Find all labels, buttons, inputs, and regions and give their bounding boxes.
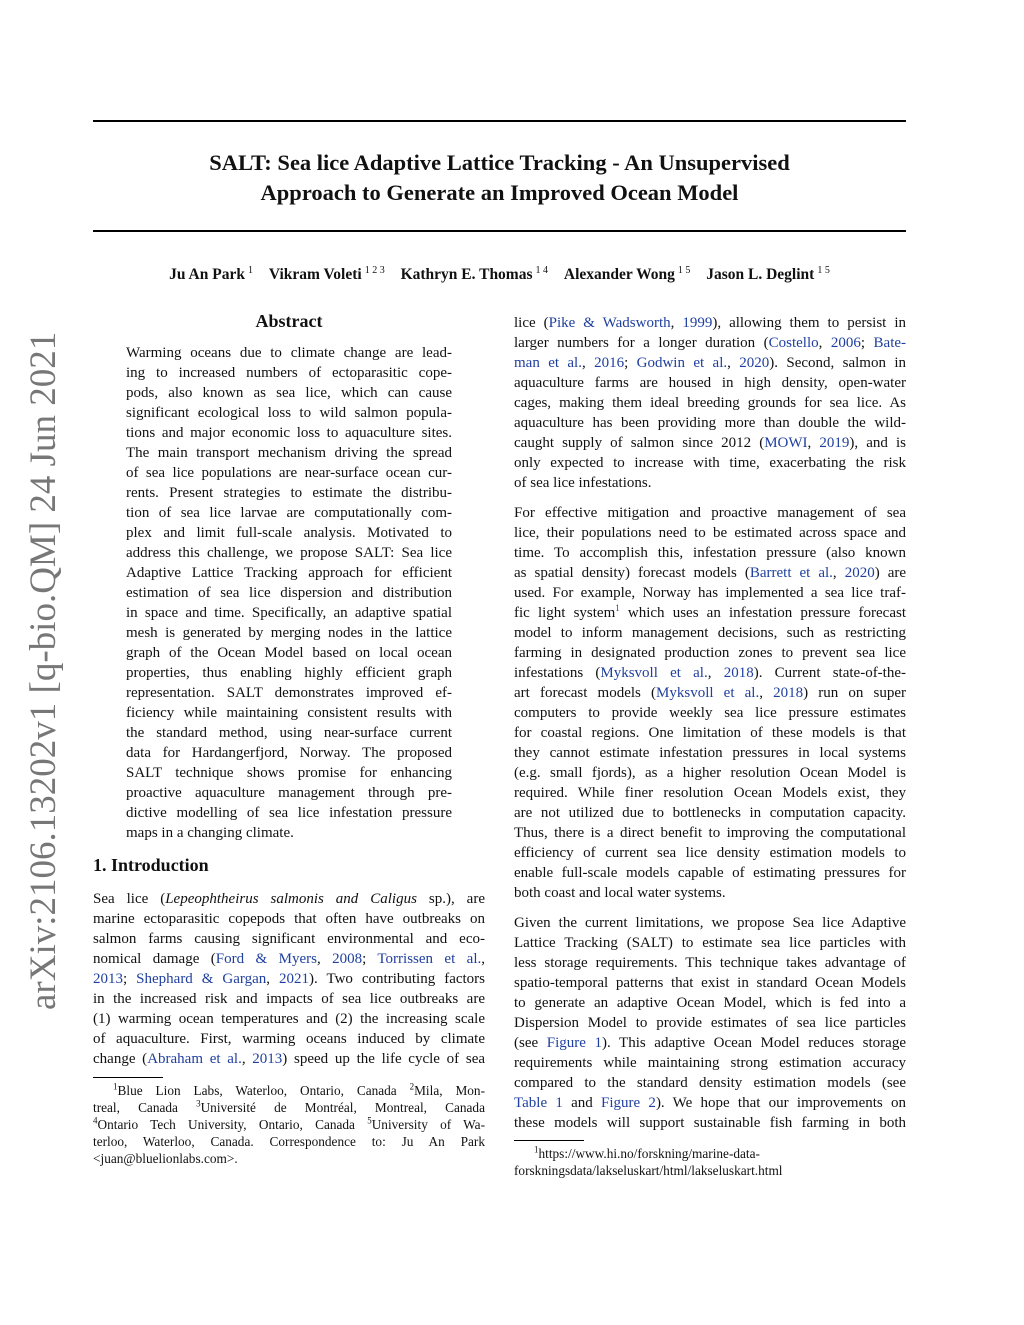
- title-top-rule: [93, 120, 906, 122]
- citation-link[interactable]: Costello: [768, 335, 819, 351]
- citation-link[interactable]: Torrissen et al.: [377, 951, 482, 967]
- abstract-line: tions and major economic loss to aquaculture sites.: [126, 425, 452, 441]
- author: Ju An Park $^1$: [169, 265, 253, 284]
- abstract-line: in space and time. Specifically, an adaptive spatial: [126, 605, 452, 621]
- citation-link[interactable]: Myksvoll et al.: [600, 665, 708, 681]
- footnote-link[interactable]: 1: [615, 603, 620, 613]
- citation-link[interactable]: 2021: [279, 971, 310, 987]
- table-link[interactable]: Table 1: [514, 1095, 563, 1111]
- figure-link[interactable]: Figure 2: [601, 1095, 656, 1111]
- intro-paragraph-1: Sea lice (Lepeophtheirus salmonis and Caligus sp.), are marine ectoparasitic copepods that often have outbreaks on salmon farms causing significant environmental and eco- nomical damage (Ford & Myers, 2008; Torrissen et al., 2013; Shephard & Gargan, 2021). Two contributing factors in the increased risk and impacts of sea lice outbreaks are (1) warming ocean temperatures and (2) the increasing scale of aquaculture. First, warming oceans induced by climate change (Abraham et al., 2013) speed up the life cycle of sea: [93, 891, 486, 1067]
- abstract-line: mesh is generated by merging nodes in the lattice: [126, 625, 452, 641]
- citation-link[interactable]: 2018: [773, 685, 804, 701]
- citation-link[interactable]: Myksvoll et al.: [656, 685, 760, 701]
- abstract-line: Adaptive Lattice Tracking approach for efficient: [126, 565, 452, 581]
- abstract-line: SALT technique shows promise for enhancing: [126, 765, 452, 781]
- right-paragraph-3: Given the current limitations, we propose Sea lice Adaptive Lattice Tracking (SALT) to estimate sea lice particles with less storage requirements. This technique takes advantage of spatio-temporal patterns that exist in standard Ocean Models to generate an adaptive Ocean Model, which is fed into a Dispersion Model to provide estimates of sea lice particles (see Figure 1). This adaptive Ocean Model reduces storage requirements while maintaining strong estimation accuracy compared to the standard density estimation models (see Table 1 and Figure 2). We hope that our improvements on these models will support sustainable fish farming in both: [514, 915, 906, 1131]
- right-paragraph-1: lice (Pike & Wadsworth, 1999), allowing them to persist in larger numbers for a longer duration (Costello, 2006; Bate- man et al., 2016; Godwin et al., 2020). Second, salmon in aquaculture farms are housed in high density, open-water cages, making them ideal breeding grounds for sea lice. As aquaculture has been providing more than double the wild- caught supply of salmon since 2012 (MOWI, 2019), and is only expected to increase with time, exacerbating the risk of sea lice infestations.: [514, 315, 907, 491]
- abstract-line: pods, also known as sea lice, which can cause: [126, 385, 452, 401]
- abstract-line: estimation of sea lice dispersion and distribution: [126, 585, 452, 601]
- abstract-line: ing to increased numbers of ectoparasitic cope-: [126, 365, 452, 381]
- footnote-url-cont[interactable]: forskningsdata/lakseluskart/html/lakseluskart.html: [514, 1163, 783, 1178]
- citation-link[interactable]: Bate-: [873, 335, 907, 351]
- paper-title: [93, 148, 906, 208]
- footnote-rule: [93, 1077, 163, 1078]
- abstract-line: representation. SALT demonstrates improved ef-: [126, 685, 452, 701]
- abstract-line: dictive modelling of sea lice infestation pressure: [126, 805, 452, 821]
- citation-link[interactable]: 1999: [682, 315, 713, 331]
- citation-link[interactable]: MOWI: [764, 435, 808, 451]
- citation-link[interactable]: 2018: [723, 665, 754, 681]
- author: Alexander Wong $^{1 5}$: [563, 265, 691, 284]
- right-paragraph-2: For effective mitigation and proactive management of sea lice, their populations need to be estimated across space and time. To accomplish this, infestation pressure (also known as spatial density) forecast models (Barrett et al., 2020) are used. For example, Norway has implemented a sea lice traf- fic light system$^1$ which uses an infestation pressure forecast model to inform management decisions, such as restricting farming in designated production zones to prevent sea lice infestations (Myksvoll et al., 2018). Current state-of-the- art forecast models (Myksvoll et al., 2018) run on super computers to provide weekly sea lice pressure estimates for coastal regions. One limitation of these models is that they cannot estimate infestation pressures in local systems (e.g. small fjords), as a higher resolution Ocean Model is required. While finer resolution Ocean Models exist, they are not utilized due to bottlenecks in computation capacity. Thus, there is a direct benefit to improving the computational efficiency of current sea lice density estimation models to enable full-scale models capable of estimating pressures for both coast and local water systems.: [514, 505, 907, 901]
- citation-link[interactable]: 2020: [844, 565, 875, 581]
- citation-link[interactable]: 2020: [739, 355, 770, 371]
- abstract-line: Warming oceans due to climate change are lead-: [126, 345, 452, 361]
- abstract-line: The main transport mechanism driving the spread: [126, 445, 452, 461]
- citation-link[interactable]: Godwin et al.: [636, 355, 728, 371]
- footnote-rule: [514, 1140, 584, 1141]
- citation-link[interactable]: Pike & Wadsworth: [548, 315, 671, 331]
- title-line-1: SALT: Sea lice Adaptive Lattice Tracking - An Unsupervised: [209, 150, 790, 175]
- title-bottom-rule: [93, 230, 906, 232]
- abstract-line: address this challenge, we propose SALT: Sea lice: [126, 545, 452, 561]
- abstract-line: of sea lice populations are near-surface ocean cur-: [126, 465, 452, 481]
- abstract-line: tion of sea lice larvae are computationally com-: [126, 505, 452, 521]
- title-line-2: Approach to Generate an Improved Ocean Model: [260, 180, 739, 205]
- citation-link[interactable]: 2013: [93, 971, 123, 987]
- citation-link[interactable]: 2016: [594, 355, 625, 371]
- author: Kathryn E. Thomas $^{1 4}$: [400, 265, 549, 284]
- citation-link[interactable]: Ford & Myers: [215, 951, 317, 967]
- abstract-line: rents. Present strategies to estimate the distribu-: [126, 485, 452, 501]
- author: Jason L. Deglint $^{1 5}$: [706, 265, 830, 284]
- citation-link[interactable]: 2013: [252, 1051, 283, 1067]
- citation-link[interactable]: Abraham et al.: [147, 1051, 242, 1067]
- abstract-body: [126, 343, 452, 843]
- figure-link[interactable]: Figure 1: [546, 1035, 602, 1051]
- footnote-url[interactable]: https://www.hi.no/forskning/marine-data-: [538, 1146, 760, 1161]
- citation-link[interactable]: Shephard & Gargan: [136, 971, 267, 987]
- abstract-line: maps in a changing climate.: [126, 825, 294, 841]
- citation-link[interactable]: 2019: [819, 435, 850, 451]
- abstract-line: the standard method, using near-surface current: [126, 725, 452, 741]
- abstract-heading: Abstract: [255, 311, 323, 331]
- abstract-line: properties, thus enabling highly efficient graph: [126, 665, 452, 681]
- abstract-line: graph of the Ocean Model based on local ocean: [126, 645, 452, 661]
- citation-link[interactable]: 2006: [830, 335, 861, 351]
- citation-link[interactable]: 2008: [332, 951, 363, 967]
- author: Vikram Voleti $^{1 2 3}$: [268, 265, 385, 284]
- abstract-line: significant ecological loss to wild salmon popula-: [126, 405, 452, 421]
- citation-link[interactable]: Barrett et al.: [749, 565, 833, 581]
- arxiv-id: arXiv:2106.13202v1 [q-bio.QM] 24 Jun 2021: [23, 331, 64, 1010]
- affiliations-footnote: $^1$Blue Lion Labs, Waterloo, Ontario, Canada $^2$Mila, Mon- treal, Canada $^3$Université de Montréal, Montreal, Canada $^4$Ontario Tech University, Ontario, Canada $^5$University of Wa- terloo, Waterloo, Canada. Correspondence to: Ju An Park <juan@bluelionlabs.com>.: [93, 1081, 485, 1166]
- abstract-line: data for Hardangerfjord, Norway. The proposed: [126, 745, 452, 761]
- citation-link[interactable]: man et al.: [514, 355, 582, 371]
- abstract-line: proactive aquaculture management through pre-: [126, 785, 452, 801]
- abstract-line: ficiency while maintaining consistent results with: [126, 705, 452, 721]
- abstract-line: plex and limit full-scale analysis. Motivated to: [126, 525, 452, 541]
- author-list: [93, 265, 906, 284]
- url-footnote: $^1$https://www.hi.no/forskning/marine-data- forskningsdata/lakseluskart/html/lakseluskart.html: [514, 1145, 906, 1179]
- intro-heading: 1. Introduction: [93, 855, 209, 875]
